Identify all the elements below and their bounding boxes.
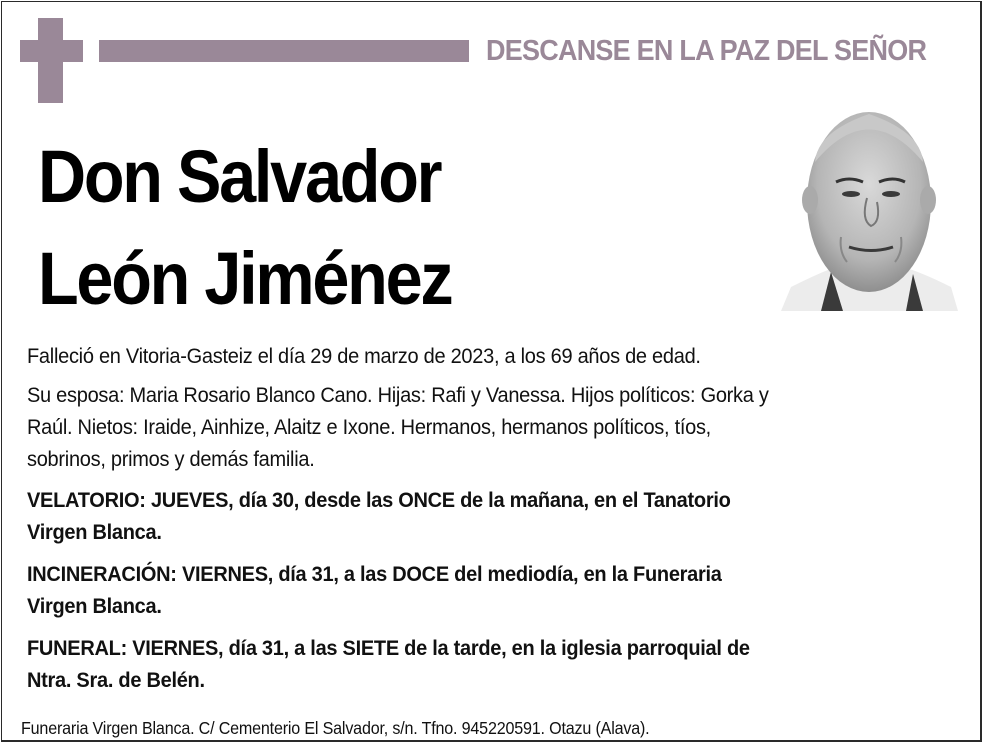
family-line: sobrinos, primos y demás familia. [27,447,315,471]
funeral-line: FUNERAL: VIERNES, día 31, a las SIETE de la tarde, en la iglesia parroquial de [27,636,750,660]
death-notice-text: Falleció en Vitoria-Gasteiz el día 29 de marzo de 2023, a los 69 años de edad. [27,344,701,368]
funeral-home-footer: Funeraria Virgen Blanca. C/ Cementerio El Salvador, s/n. Tfno. 945220591. Otazu (Alava). [21,718,650,738]
family-line: Su esposa: Maria Rosario Blanco Cano. Hijas: Rafi y Vanessa. Hijos políticos: Gorka y [27,383,769,407]
cross-icon-crossbar [20,40,83,62]
funeral-info [27,632,883,696]
header-rule [99,40,469,62]
funeral-line: Ntra. Sra. de Belén. [27,668,205,692]
incineracion-line: Virgen Blanca. [27,594,162,618]
velatorio-line: VELATORIO: JUEVES, día 30, desde las ONCE de la mañana, en el Tanatorio [27,488,731,512]
deceased-name-line2: León Jiménez [38,237,452,320]
death-notice [27,340,883,372]
deceased-name-line1: Don Salvador [38,135,441,218]
velatorio-line: Virgen Blanca. [27,520,162,544]
family-list [27,379,883,475]
velatorio-info [27,484,883,548]
obituary-card [1,1,982,742]
incineracion-line: INCINERACIÓN: VIERNES, día 31, a las DOCE del mediodía, en la Funeraria [27,562,722,586]
tagline: DESCANSE EN LA PAZ DEL SEÑOR [486,35,927,67]
incineracion-info [27,558,883,622]
portrait-photo [781,102,958,311]
family-line: Raúl. Nietos: Iraide, Ainhize, Alaitz e Ixone. Hermanos, hermanos políticos, tíos, [27,415,711,439]
